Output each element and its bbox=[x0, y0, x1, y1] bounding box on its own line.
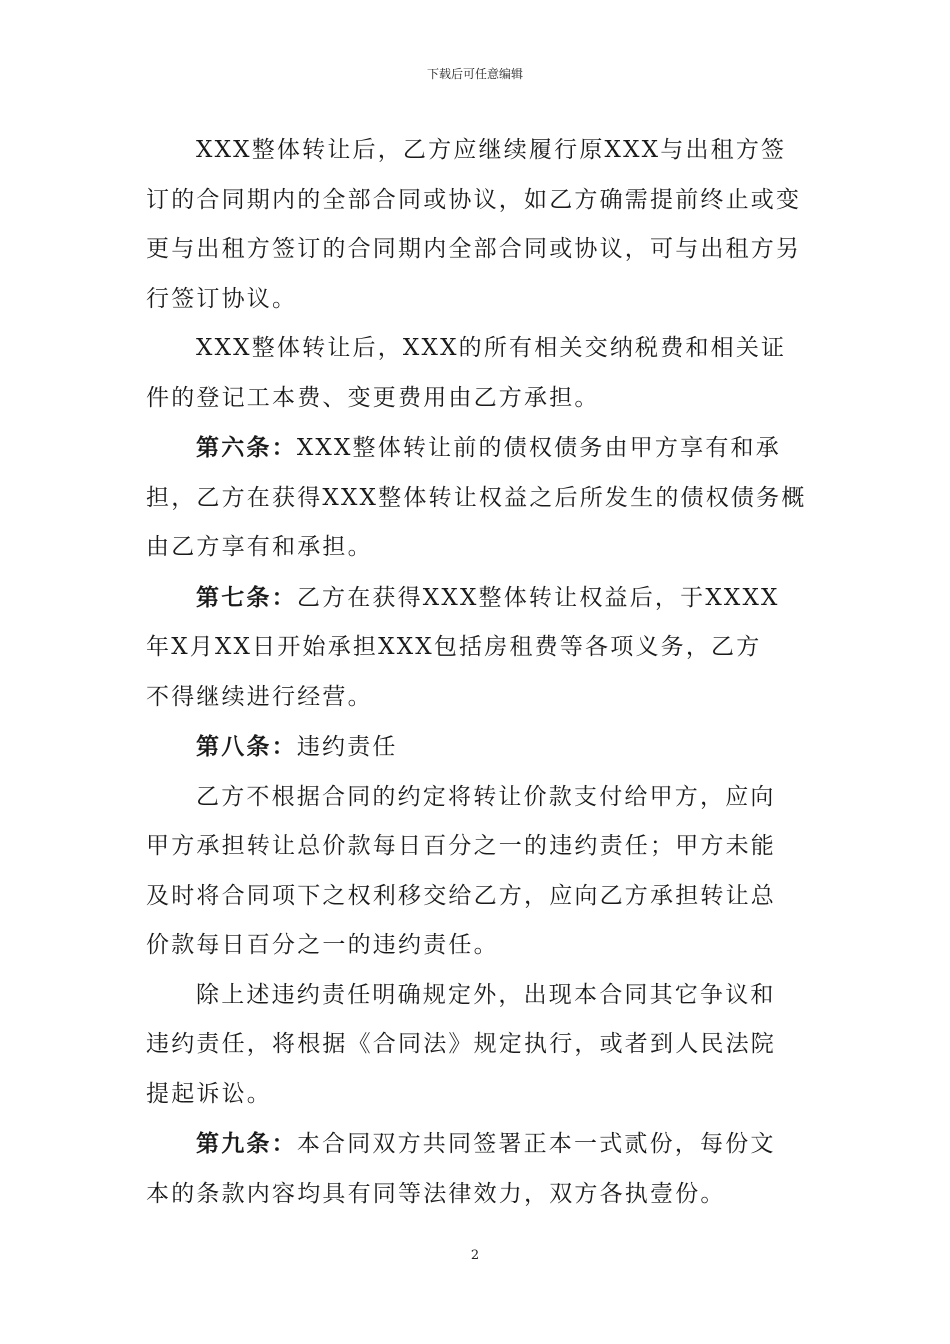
paragraph-tax-fees bbox=[146, 324, 810, 423]
article-heading: 第七条： bbox=[196, 583, 297, 611]
article-heading: 第八条： bbox=[196, 733, 297, 760]
page-header: 下载后可任意编辑 bbox=[426, 67, 523, 81]
paragraph-text: 乙方在获得XXX整体转让权益后，于XXXX年X月XX日开始承担XXX包括房租费等各项义务，乙方不得继续进行经营。 bbox=[146, 584, 780, 710]
paragraph-text: XXX整体转让前的债权债务由甲方享有和承担，乙方在获得XXX整体转让权益之后所发生的债权债务概由乙方享有和承担。 bbox=[146, 435, 807, 560]
paragraph-text: 本合同双方共同签署正本一式贰份，每份文本的条款内容均具有同等法律效力，双方各执壹份。 bbox=[146, 1131, 776, 1207]
paragraph-text: 除上述违约责任明确规定外，出现本合同其它争议和违约责任，将根据《合同法》规定执行，或者到人民法院提起诉讼。 bbox=[146, 981, 776, 1107]
paragraph-dispute-resolution bbox=[146, 971, 782, 1120]
article-nine bbox=[146, 1119, 782, 1219]
article-heading: 第九条： bbox=[196, 1130, 297, 1157]
paragraph-lease-continuation bbox=[146, 126, 810, 324]
paragraph-breach-penalty bbox=[146, 773, 782, 971]
paragraph-text: 乙方不根据合同的约定将转让价款支付给甲方，应向甲方承担转让总价款每日百分之一的违约责任；甲方未能及时将合同项下之权利移交给乙方，应向乙方承担转让总价款每日百分之一的违约责任。 bbox=[146, 783, 776, 958]
page-number: 2 bbox=[470, 1248, 480, 1263]
paragraph-text: XXX整体转让后，XXX的所有相关交纳税费和相关证件的登记工本费、变更费用由乙方承担。 bbox=[146, 335, 787, 411]
article-seven bbox=[146, 573, 782, 723]
paragraph-text: XXX整体转让后，乙方应继续履行原XXX与出租方签订的合同期内的全部合同或协议，如乙方确需提前终止或变更与出租方签订的合同期内全部合同或协议，可与出租方另行签订协议。 bbox=[146, 137, 802, 312]
article-six bbox=[146, 423, 810, 573]
paragraph-text: 违约责任 bbox=[296, 734, 398, 760]
article-heading: 第六条： bbox=[196, 434, 297, 461]
document-body bbox=[146, 126, 810, 1219]
article-eight bbox=[146, 722, 782, 773]
